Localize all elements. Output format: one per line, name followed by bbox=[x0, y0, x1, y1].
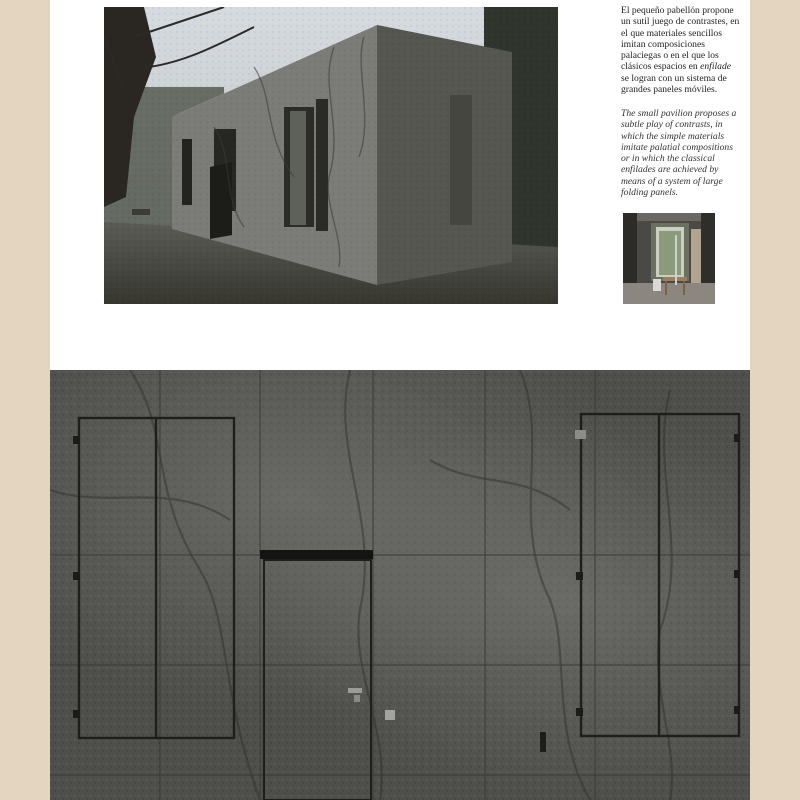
caption-spanish-italic-term: enfilade bbox=[700, 61, 732, 73]
pavilion-facade-photo bbox=[50, 370, 750, 800]
pavilion-exterior-photo bbox=[104, 7, 558, 304]
interior-thumbnail-photo bbox=[623, 213, 715, 304]
caption-spanish: El pequeño pabellón propone un sutil juego de contrastes, en el que materiales sencillos imitan composiciones palaciegas o en el que los clásicos espacios en enfilade se logran con un sistema de grandes paneles móviles. bbox=[621, 5, 740, 96]
caption-english: The small pavilion proposes a subtle play of contrasts, in which the simple materials imitate palatial compositions or in which the classical enfilades are achieved by means of a system of large folding panels. bbox=[621, 108, 737, 199]
magazine-page bbox=[50, 0, 750, 800]
